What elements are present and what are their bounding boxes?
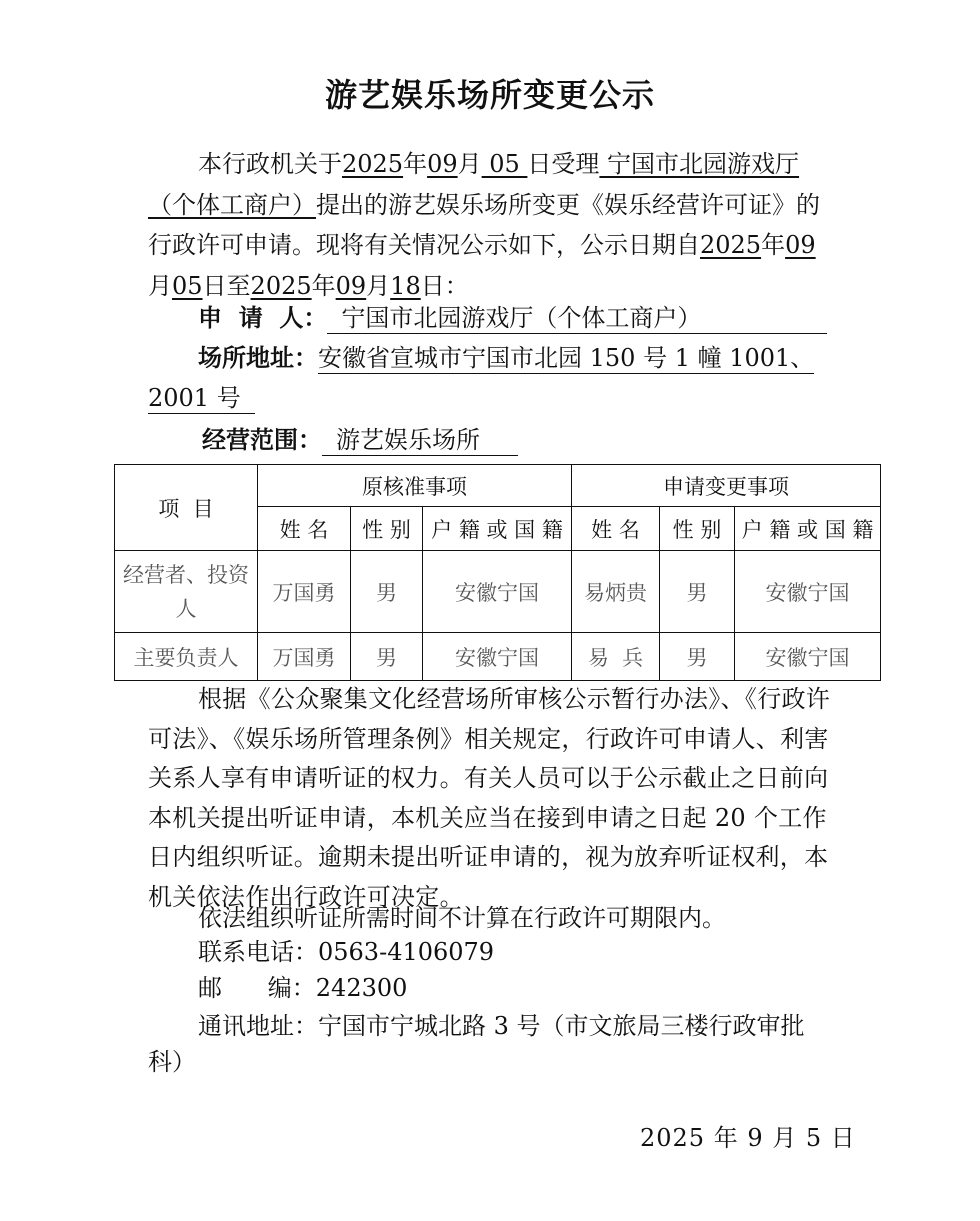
phone-row xyxy=(198,932,494,972)
intro-text-4: 日受理 xyxy=(527,150,600,178)
note-line: 依法组织听证所需时间不计算在行政许可期限内。 xyxy=(198,904,726,932)
applicant-label: 申 请 人： xyxy=(198,304,328,332)
mailing-address-label: 通讯地址： xyxy=(198,1012,318,1040)
scope-value: 游艺娱乐场所 xyxy=(322,425,518,456)
zip-label: 邮 编： xyxy=(198,974,316,1002)
intro-text-1: 本行政机关于 xyxy=(198,150,342,178)
mailing-address-value: 宁国市宁城北路 3 号（市文旅局三楼行政审批科） xyxy=(148,1012,805,1076)
table-row xyxy=(115,551,881,633)
orig-name-header: 姓 名 xyxy=(258,507,351,551)
accept-month: 09 xyxy=(427,150,458,178)
page-title: 游艺娱乐场所变更公示 xyxy=(324,76,655,114)
row-item: 主要负责人 xyxy=(115,633,258,681)
zip-value: 242300 xyxy=(315,974,408,1002)
intro-text-5: 提出的游艺娱乐场所变更《娱乐经营许可证》的行政许可申请。现将有关情况公示如下，公示日期自 xyxy=(148,190,820,259)
change-header: 申请变更事项 xyxy=(572,465,881,507)
intro-text-8: 日至 xyxy=(202,271,251,300)
start-day: 05 xyxy=(172,271,203,300)
original-header: 原核准事项 xyxy=(258,465,572,507)
orig-gender-header: 性 别 xyxy=(351,507,423,551)
intro-text-7: 月 xyxy=(148,271,172,300)
intro-text-6: 年 xyxy=(761,231,786,259)
accept-year: 2025 xyxy=(342,150,404,178)
issue-date: 2025 年 9 月 5 日 xyxy=(640,1124,856,1152)
scope-row xyxy=(202,420,518,460)
start-year: 2025 xyxy=(700,231,762,259)
end-year: 2025 xyxy=(250,271,312,300)
table-row xyxy=(115,633,881,681)
address-row xyxy=(198,338,814,378)
accept-day: 05 xyxy=(481,150,528,178)
intro-text-2: 年 xyxy=(403,150,428,178)
address-row-2 xyxy=(148,378,255,418)
intro-text-11: 日： xyxy=(420,271,469,300)
start-month: 09 xyxy=(785,231,816,259)
orig-name: 万国勇 xyxy=(258,551,351,633)
applicant-name-inline: 宁国市北园游戏厅（个体工商户） xyxy=(148,150,800,219)
new-nationality: 安徽宁国 xyxy=(735,633,881,681)
intro-paragraph xyxy=(148,144,838,306)
applicant-row xyxy=(198,298,827,338)
address-label: 场所地址： xyxy=(198,344,318,372)
orig-gender: 男 xyxy=(351,551,423,633)
end-day: 18 xyxy=(390,271,421,300)
item-header: 项 目 xyxy=(115,465,258,551)
change-table xyxy=(114,464,881,681)
phone-label: 联系电话： xyxy=(198,938,318,966)
body-paragraph: 根据《公众聚集文化经营场所审核公示暂行办法》、《行政许可法》、《娱乐场所管理条例》相关规定，行政许可申请人、利害关系人享有申请听证的权力。有关人员可以于公示截止之日前向本机关提出听证申请，本机关应当在接到申请之日起 20 个工作日内组织听证。逾期未提出听证申请的，视为放弃听证权利，本机关依法作出行政许可决定。 xyxy=(148,685,831,911)
orig-gender: 男 xyxy=(351,633,423,681)
zip-row xyxy=(198,968,407,1008)
orig-nationality: 安徽宁国 xyxy=(423,551,572,633)
new-gender: 男 xyxy=(660,551,735,633)
orig-nationality-header: 户 籍 或 国 籍 xyxy=(423,507,572,551)
phone-value: 0563-4106079 xyxy=(318,938,495,966)
intro-text-3: 月 xyxy=(457,150,482,178)
intro-text-10: 月 xyxy=(366,271,391,300)
orig-name: 万国勇 xyxy=(258,633,351,681)
mailing-address-row xyxy=(148,1008,838,1080)
address-line-2: 2001 号 xyxy=(148,383,255,414)
new-gender: 男 xyxy=(660,633,735,681)
applicant-value: 宁国市北园游戏厅（个体工商户） xyxy=(327,303,827,334)
scope-label: 经营范围： xyxy=(202,426,322,454)
new-nationality-header: 户 籍 或 国 籍 xyxy=(735,507,881,551)
row-item: 经营者、投资人 xyxy=(115,551,258,633)
table-header-row xyxy=(115,465,881,507)
address-line-1: 安徽省宣城市宁国市北园 150 号 1 幢 1001、 xyxy=(318,344,815,372)
orig-nationality: 安徽宁国 xyxy=(423,633,572,681)
intro-text-9: 年 xyxy=(311,271,336,300)
new-name-header: 姓 名 xyxy=(572,507,660,551)
new-name: 易 兵 xyxy=(572,633,660,681)
new-name: 易炳贵 xyxy=(572,551,660,633)
end-month: 09 xyxy=(335,271,367,300)
new-nationality: 安徽宁国 xyxy=(735,551,881,633)
new-gender-header: 性 别 xyxy=(660,507,735,551)
